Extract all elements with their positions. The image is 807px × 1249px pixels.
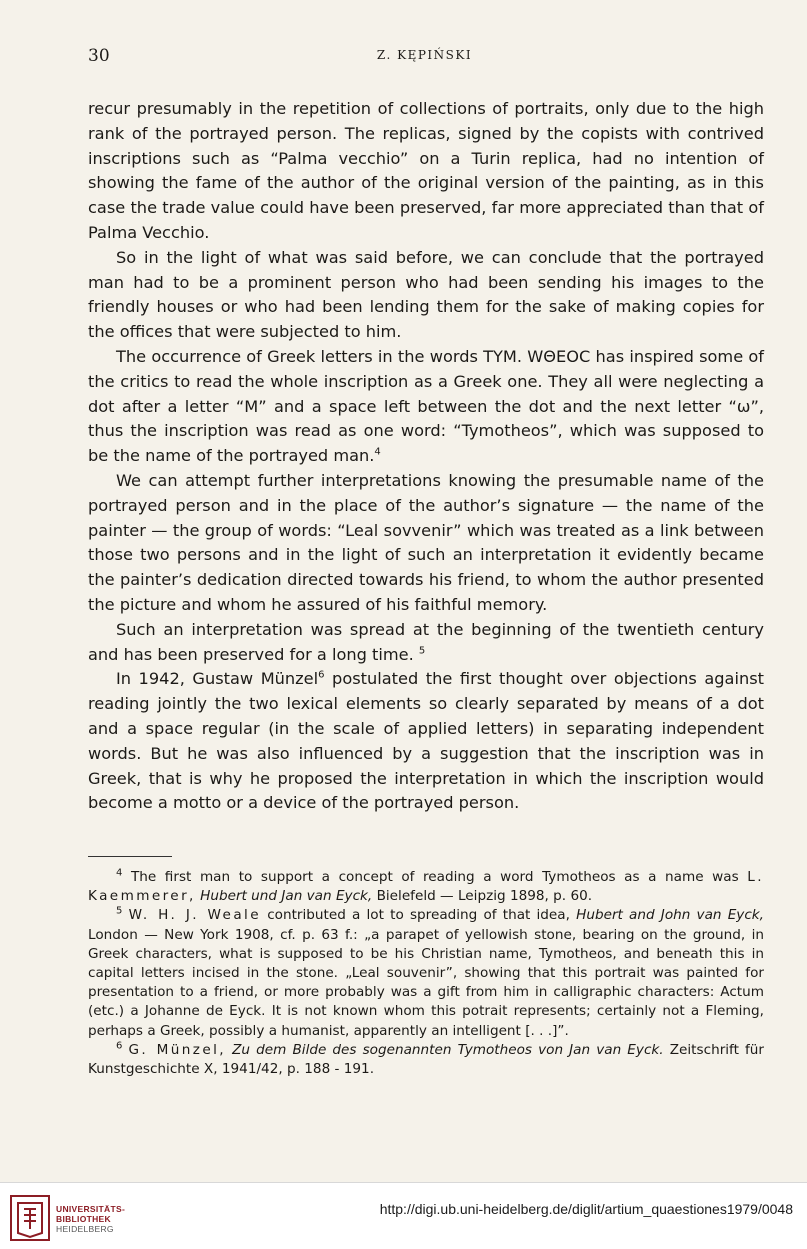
footnote-number: 6	[116, 1040, 123, 1052]
running-head-author: Z. KĘPIŃSKI	[376, 48, 473, 62]
paragraph-text: In 1942, Gustaw Münzel	[116, 669, 319, 689]
library-logo[interactable]	[10, 1195, 150, 1241]
paragraph: So in the light of what was said before, we can conclude that the portrayed man had to be a prominent person who had been sending his images to the friendly houses or who had been lending them for the sake of making copies for the offices that were subjected to him.	[88, 247, 764, 342]
paragraph	[88, 345, 764, 469]
footnote-ref: 4	[374, 446, 381, 458]
footnote-author: W. H. J. Weale	[128, 907, 261, 924]
footnote-rule	[88, 856, 172, 857]
footnote	[88, 906, 764, 1040]
permalink-url[interactable]: http://digi.ub.uni-heidelberg.de/diglit/artium_quaestiones1979/0048	[379, 1201, 793, 1217]
paragraph-text: postulated the first thought over objections against reading jointly the two lexical elements so clearly separated by means of a dot and a space regular (in the scale of applied letters) in separating independent words. But he was also influenced by a suggestion that the inscription was in Greek, that is why he proposed the interpretation in which the inscription would become a motto or a device of the portrayed person.	[88, 669, 764, 813]
paragraph-text: The occurrence of Greek letters in the words TYM. WΘEOC has inspired some of the critics to read the whole inscription as a Greek one. They all were neglecting a dot after a letter “M” and a space left between the dot and the next letter “ω”, thus the inscription was read as one word: “Tymotheos”, which was supposed to be the name of the portrayed man.	[88, 346, 764, 466]
logo-line: UNIVERSITÄTS-	[56, 1204, 126, 1214]
viewer-footer	[0, 1182, 807, 1249]
paragraph	[88, 667, 764, 816]
page-number: 30	[88, 46, 110, 66]
running-head	[88, 46, 761, 70]
footnote-text: Zeitschrift für Kunstgeschichte X, 1941/42, p. 188 - 191.	[88, 1041, 765, 1078]
paragraph	[88, 618, 764, 668]
footnote-title: Hubert und Jan van Eyck,	[200, 888, 373, 905]
paragraph-text: Such an interpretation was spread at the beginning of the twentieth century and has been preserved for a long time.	[88, 619, 764, 664]
logo-line: HEIDELBERG	[56, 1224, 114, 1234]
footnote-text: The first man to support a concept of reading a word Tymotheos as a name was	[130, 869, 739, 885]
body-text	[88, 97, 764, 816]
footnote-ref: 5	[418, 645, 426, 657]
footnote-title: Zu dem Bilde des sogenannten Tymotheos von Jan van Eyck.	[232, 1041, 664, 1058]
footnote-title: Hubert and John van Eyck,	[576, 907, 765, 924]
footnote	[88, 868, 764, 906]
footnote-author: G. Münzel,	[128, 1041, 226, 1058]
library-name	[56, 1204, 125, 1234]
paragraph: recur presumably in the repetition of collections of portraits, only due to the high rank of the portrayed person. The replicas, signed by the copists with contrived inscriptions such as “Palma vecchio” on a Turin replica, had no intention of showing the fame of the author of the original version of the painting, as in this case the trade value could have been preserved, far more appreciated than that of Palma Vecchio.	[88, 99, 764, 242]
library-seal-icon	[10, 1195, 50, 1241]
footnote	[88, 1041, 764, 1079]
footnote-author: L. Kaemmerer,	[88, 869, 764, 905]
footnote-text: contributed a lot to spreading of that idea,	[267, 907, 570, 924]
footnote-text: Bielefeld — Leipzig 1898, p. 60.	[376, 888, 593, 905]
footnote-ref: 6	[318, 669, 325, 681]
paragraph: We can attempt further interpretations knowing the presumable name of the portrayed person and in the place of the author’s signature — the name of the painter — the group of words: “Leal sovvenir” which was treated as a link between those two persons and in the light of such an interpretation it evidently became the painter’s dedication directed towards his friend, to whom the author presented the picture and whom he assured of his faithful memory.	[88, 470, 764, 614]
footnote-number: 5	[116, 905, 123, 917]
footnote-number: 4	[116, 867, 123, 879]
footnote-text: London — New York 1908, cf. p. 63 f.: „a parapet of yellowish stone, bearing on the ground, in Greek characters, what is supposed to be his Christian name, Tymotheos, and beneath this in capital letters incised in the stone. „Leal souvenir”, showing that this portrait was painted for presentation to a friend, or more probably was a gift from him in calligraphic characters: Actum (etc.) a Johanne de Eyck. It is not known whom this potrait represents; certainly not a Fleming, perhaps a Greek, possibly a humanist, apparently an intelligent [. . .]”.	[88, 926, 764, 1039]
logo-line: BIBLIOTHEK	[56, 1214, 111, 1224]
footnotes	[88, 868, 764, 1079]
